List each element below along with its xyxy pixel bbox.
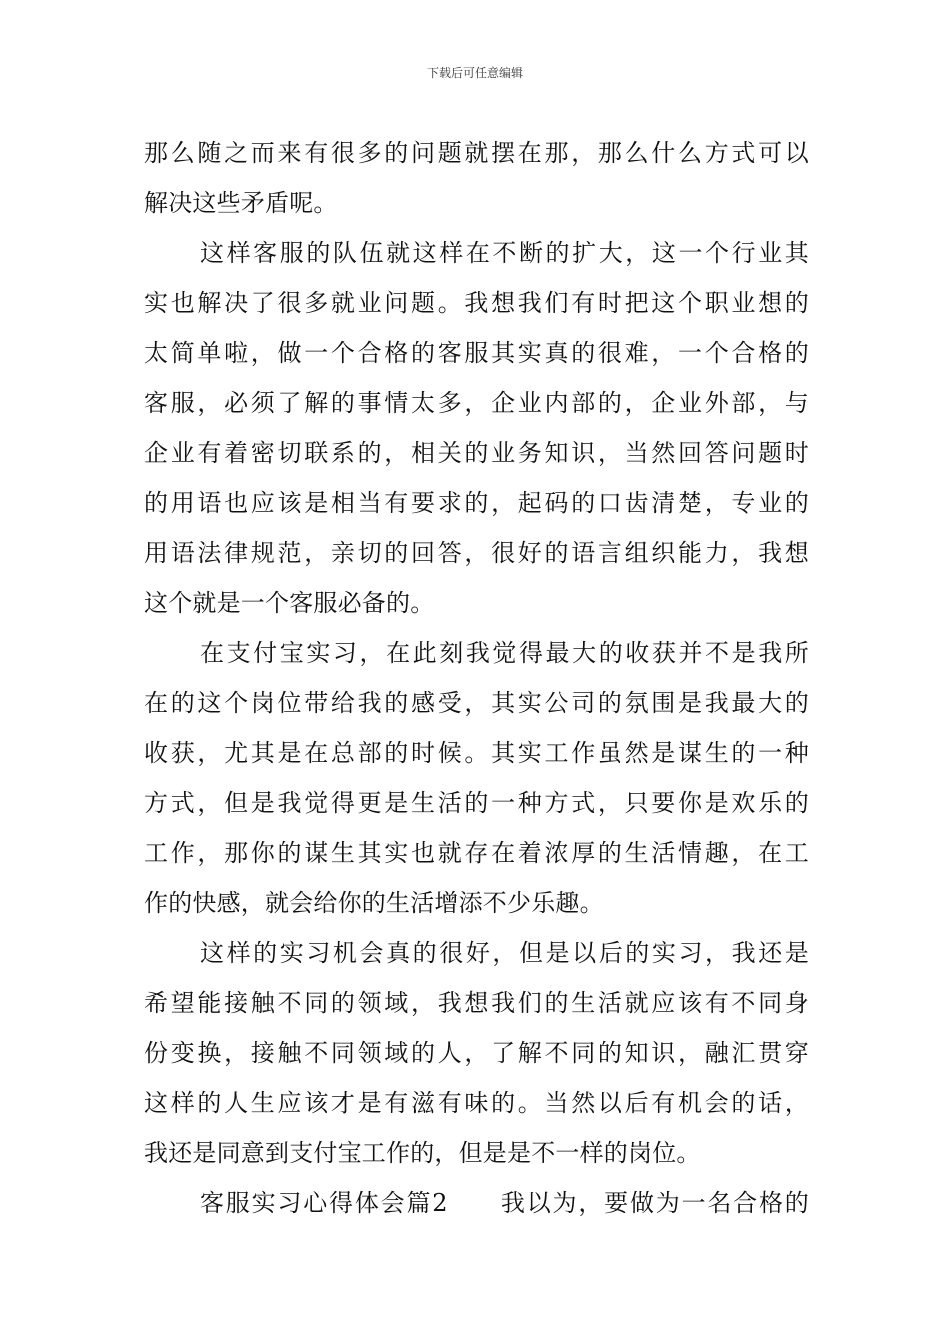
- text-line: 作的快感，就会给你的生活增添不少乐趣。: [144, 889, 604, 917]
- text-line: 客服，必须了解的事情太多，企业内部的，企业外部，与: [144, 389, 809, 417]
- document-body: [144, 128, 809, 1228]
- text-line: 这样客服的队伍就这样在不断的扩大，这一个行业其: [200, 239, 809, 267]
- text-line: 用语法律规范，亲切的回答，很好的语言组织能力，我想: [144, 539, 809, 567]
- text-line: 方式，但是我觉得更是生活的一种方式，只要你是欢乐的: [144, 789, 809, 817]
- text-line: 希望能接触不同的领域，我想我们的生活就应该有不同身: [144, 989, 809, 1017]
- text-line: 客服实习心得体会篇2 我以为，要做为一名合格的: [200, 1189, 809, 1217]
- text-line: 在支付宝实习，在此刻我觉得最大的收获并不是我所: [200, 639, 809, 667]
- text-line: 工作，那你的谋生其实也就存在着浓厚的生活情趣，在工: [144, 839, 809, 867]
- text-line: 企业有着密切联系的，相关的业务知识，当然回答问题时: [144, 439, 809, 467]
- text-line: 份变换，接触不同领域的人，了解不同的知识，融汇贯穿: [144, 1039, 809, 1067]
- text-line: 这样的人生应该才是有滋有味的。当然以后有机会的话，: [144, 1089, 809, 1117]
- text-line: 的用语也应该是相当有要求的，起码的口齿清楚，专业的: [144, 489, 809, 517]
- text-line: 解决这些矛盾呢。: [144, 189, 338, 217]
- text-line: 我还是同意到支付宝工作的，但是是不一样的岗位。: [144, 1139, 701, 1167]
- text-line: 收获，尤其是在总部的时候。其实工作虽然是谋生的一种: [144, 739, 809, 767]
- text-line: 那么随之而来有很多的问题就摆在那，那么什么方式可以: [144, 139, 809, 167]
- text-line: 这样的实习机会真的很好，但是以后的实习，我还是: [200, 939, 809, 967]
- text-line: 实也解决了很多就业问题。我想我们有时把这个职业想的: [144, 289, 809, 317]
- page-header-note: 下载后可任意编辑: [426, 66, 523, 80]
- text-line: 太简单啦，做一个合格的客服其实真的很难，一个合格的: [144, 339, 809, 367]
- text-line: 这个就是一个客服必备的。: [144, 589, 435, 617]
- text-line: 在的这个岗位带给我的感受，其实公司的氛围是我最大的: [144, 689, 809, 717]
